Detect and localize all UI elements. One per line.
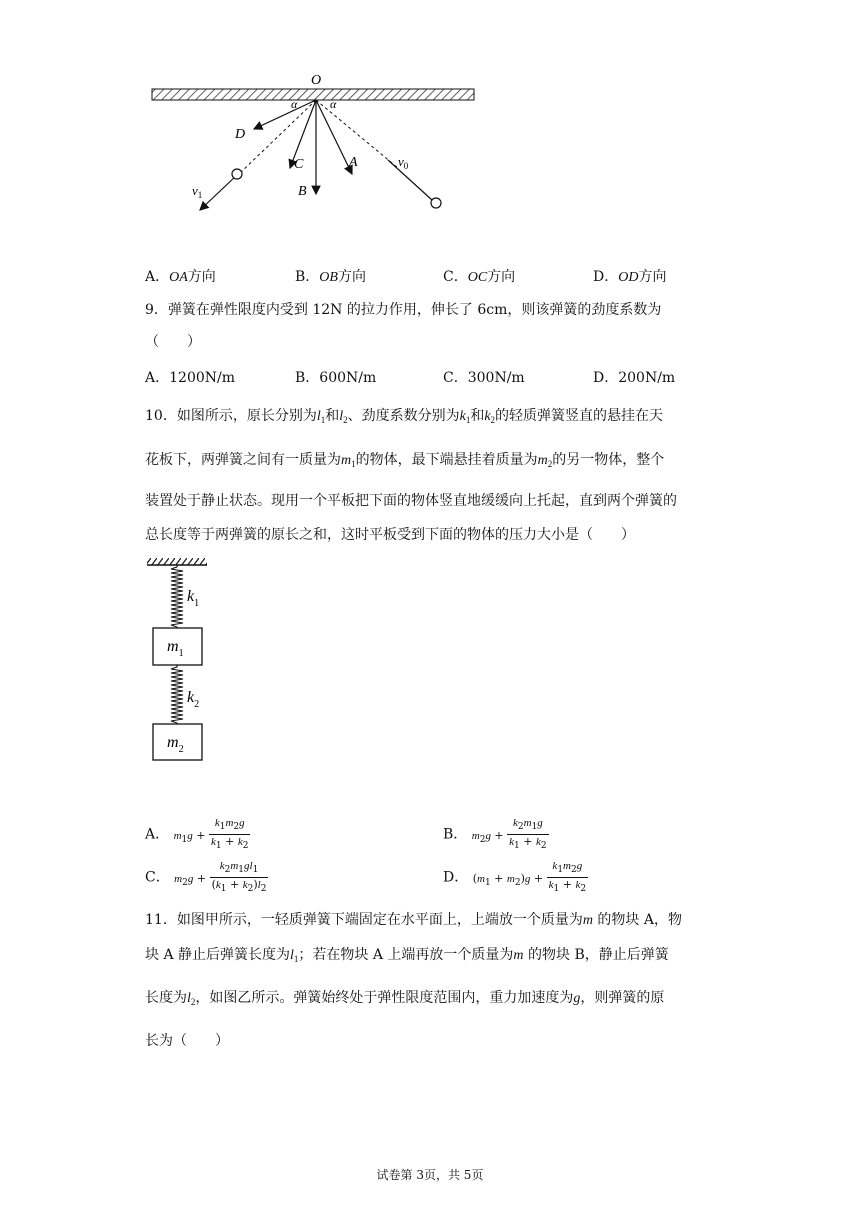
q11-stem-line1: 11．如图甲所示，一轻质弹簧下端固定在水平面上，上端放一个质量为m 的物块 A，物 <box>145 912 682 928</box>
page-footer: 试卷第 3页，共 5页 <box>376 1168 484 1182</box>
q11-stem-line2: 块 A 静止后弹簧长度为$l_1$；若在物块 A 上端再放一个质量为m 的物块 B，静止后弹簧 <box>145 947 669 964</box>
ball-right <box>431 198 441 208</box>
q9-stem: 9．弹簧在弹性限度内受到 12N 的拉力作用，伸长了 6cm，则该弹簧的劲度系数为 <box>145 302 662 318</box>
q10-option-c: C． $m_2g$ + $\frac{k_2m_1gl_1}{(k_1 + k_2)l_2}$ <box>145 860 267 894</box>
q10-stem-line4: 总长度等于两弹簧的原长之和，这时平板受到下面的物体的压力大小是（ ） <box>145 527 635 543</box>
label-C: C <box>294 157 304 172</box>
q10-option-a: A． $m_1g$ + $\frac{k_1m_2g}{k_1 + k_2}$ <box>145 817 249 851</box>
spring-mass-figure <box>145 558 265 768</box>
label-A: A <box>349 155 358 170</box>
label-v0: $v_0$ <box>398 154 409 171</box>
label-D: D <box>235 127 246 142</box>
q8-option-b: B．OB方向 <box>295 269 366 285</box>
q11-stem-line3: 长度为$l_2$，如图乙所示。弹簧始终处于弹性限度范围内，重力加速度为g，则弹簧的原 <box>145 990 665 1007</box>
spring-k1 <box>171 565 183 628</box>
arrow-v1 <box>200 176 236 210</box>
q11-stem-line4: 长为（ ） <box>145 1033 229 1049</box>
q9-option-d: D．200N/m <box>593 370 676 386</box>
label-m2: $m_2$ <box>167 734 184 755</box>
q8-option-d: D．OD方向 <box>593 269 667 285</box>
q9-option-a: A．1200N/m <box>145 370 235 386</box>
label-alpha-left: α <box>291 97 298 111</box>
q10-stem-line2: 花板下，两弹簧之间有一质量为$m_1$的物体，最下端悬挂着质量为$m_2$的另一物体，整个 <box>145 452 665 469</box>
q10-stem-line3: 装置处于静止状态。现用一个平板把下面的物体竖直地缓缓向上托起，直到两个弹簧的 <box>145 493 677 509</box>
arrow-v0 <box>388 160 432 200</box>
q9-option-c: C．300N/m <box>443 370 525 386</box>
q8-option-a: A．OA方向 <box>145 269 216 285</box>
q9-option-b: B．600N/m <box>295 370 377 386</box>
label-v1: $v_1$ <box>192 183 203 200</box>
label-m1: $m_1$ <box>167 638 184 659</box>
force-direction-figure <box>140 70 490 220</box>
q10-stem-line1: 10．如图所示，原长分别为$l_1$和$l_2$、劲度系数分别为$k_1$和$k_2$的轻质弹簧竖直的悬挂在天 <box>145 408 664 425</box>
label-k1: $k_1$ <box>187 588 200 609</box>
label-alpha-right: α <box>330 97 337 111</box>
label-O: O <box>311 73 322 88</box>
spring-k2 <box>171 665 183 724</box>
q9-stem-cont: （ ） <box>145 334 201 350</box>
label-k2: $k_2$ <box>187 689 200 710</box>
q8-option-c: C．OC方向 <box>443 269 516 285</box>
q10-option-b: B． $m_2g$ + $\frac{k_2m_1g}{k_1 + k_2}$ <box>443 817 547 851</box>
q10-option-d: D． $(m_1 + m_2)g$ + $\frac{k_1m_2g}{k_1 + k_2}$ <box>443 860 587 894</box>
label-B: B <box>298 184 307 199</box>
ball-left <box>232 169 242 179</box>
arrow-A <box>316 100 352 174</box>
ceiling-bar <box>152 89 474 100</box>
